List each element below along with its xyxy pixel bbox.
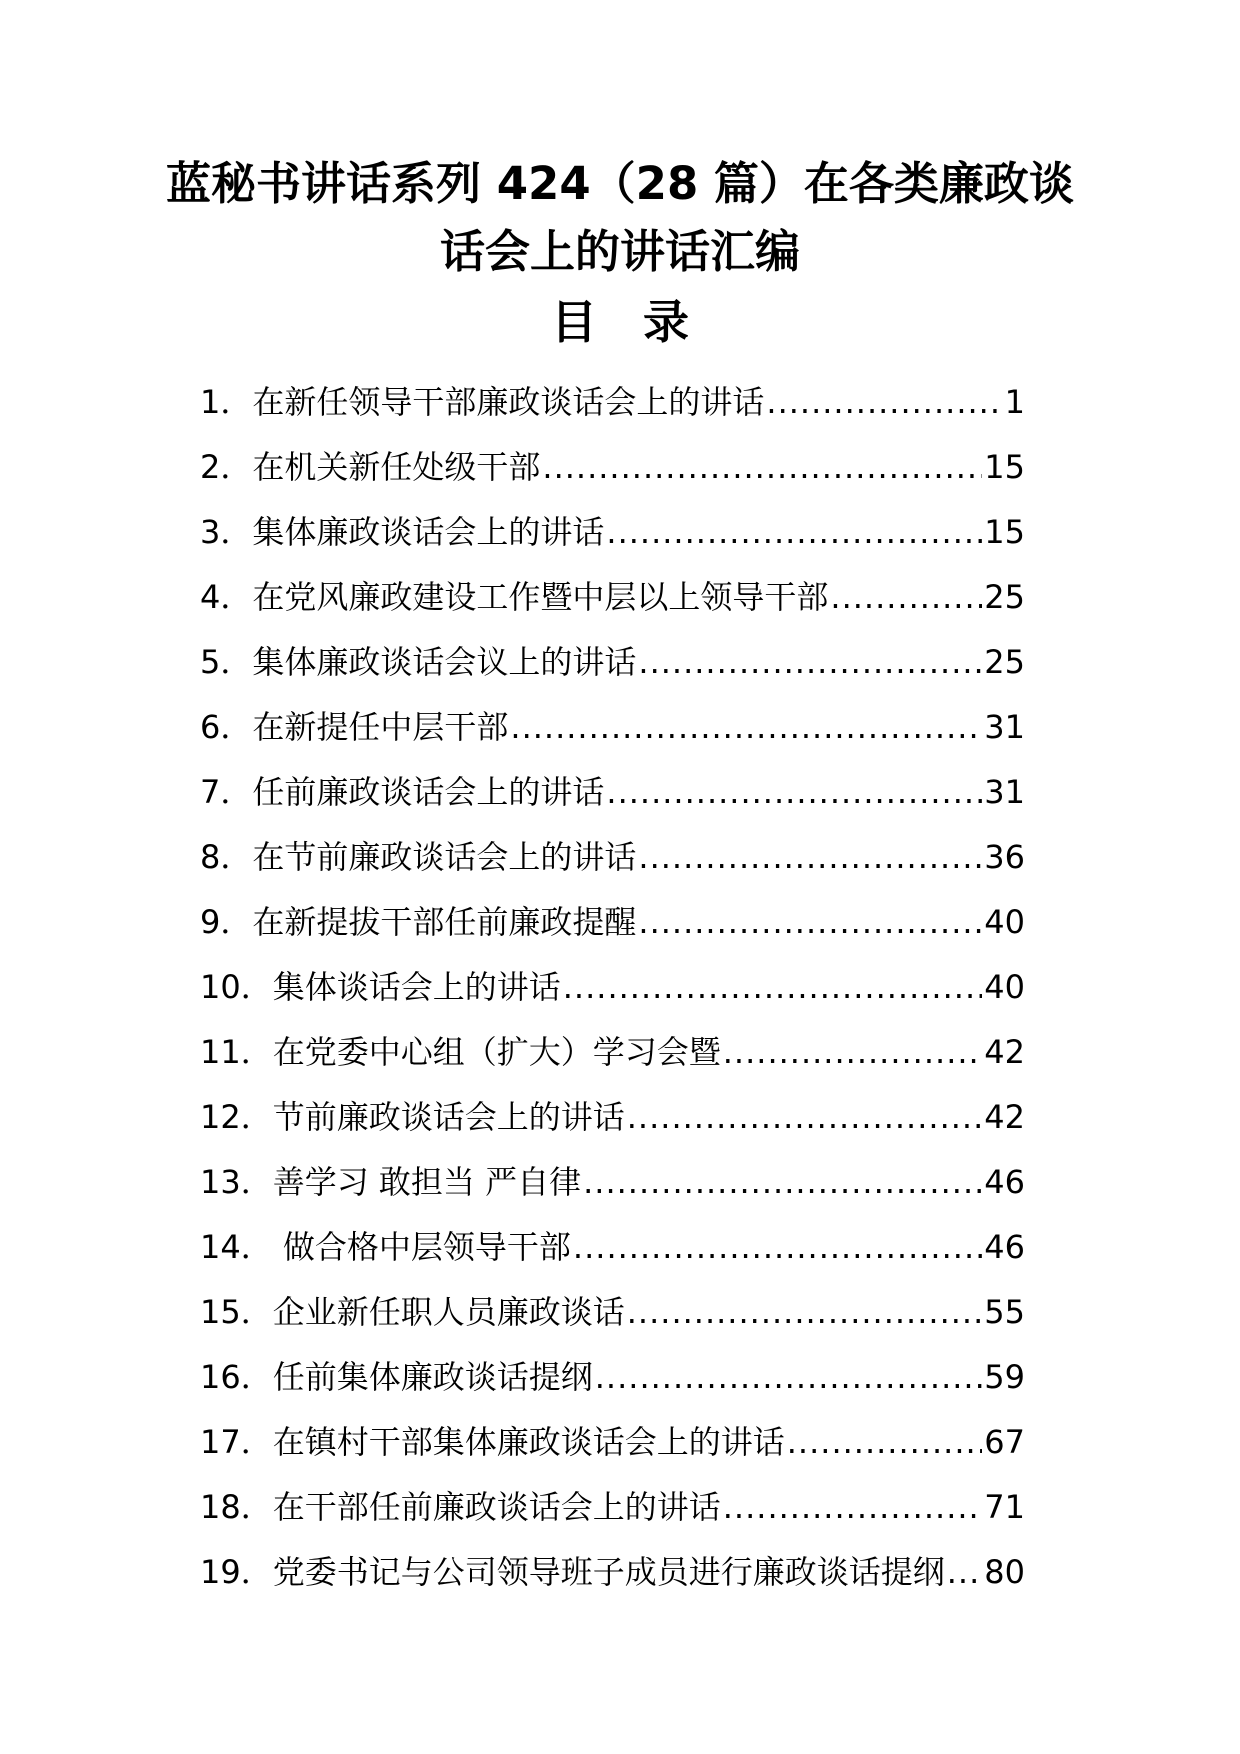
toc-dot-leader <box>627 1280 983 1345</box>
toc-entry[interactable] <box>200 695 1025 760</box>
toc-entry-title: 在干部任前廉政谈话会上的讲话 <box>272 1488 721 1526</box>
document-title-line-2: 话会上的讲话汇编 <box>439 225 800 278</box>
toc-dot-leader <box>595 1345 983 1410</box>
toc-entry-title: 在新提拔干部任前廉政提醒 <box>252 903 637 941</box>
document-title-line-1: 蓝秘书讲话系列 424（28 篇）在各类廉政谈 <box>166 157 1074 210</box>
toc-dot-leader <box>606 500 982 565</box>
toc-dot-leader <box>638 825 982 890</box>
toc-dot-leader <box>573 1215 982 1280</box>
toc-dot-leader <box>638 630 982 695</box>
toc-entry-separator: ． <box>240 1228 273 1266</box>
toc-entry-separator: ． <box>240 1488 273 1526</box>
toc-heading: 目 录 <box>551 295 689 349</box>
toc-entry-separator: ． <box>220 513 253 551</box>
toc-dot-leader <box>563 955 983 1020</box>
toc-dot-leader <box>627 1085 983 1150</box>
toc-entry-page-number: 15 <box>984 513 1025 551</box>
toc-entry-number: 15 <box>200 1293 241 1331</box>
toc-entry-number: 6 <box>200 708 221 746</box>
toc-entry-title: 在党风廉政建设工作暨中层以上领导干部 <box>252 578 829 616</box>
toc-entry[interactable] <box>200 825 1025 890</box>
toc-entry-separator: ． <box>220 578 253 616</box>
toc-dot-leader <box>947 1540 983 1605</box>
toc-entry-number: 2 <box>200 448 221 486</box>
toc-entry-page-number: 15 <box>984 448 1025 486</box>
toc-entry-number: 12 <box>200 1098 241 1136</box>
toc-entry-page-number: 59 <box>984 1358 1025 1396</box>
toc-entry[interactable] <box>200 370 1025 435</box>
toc-dot-leader <box>606 760 982 825</box>
toc-dot-leader <box>542 435 982 500</box>
toc-entry-number: 7 <box>200 773 221 811</box>
toc-entry-number: 14 <box>200 1228 241 1266</box>
toc-entry-page-number: 1 <box>1004 383 1025 421</box>
toc-entry[interactable] <box>200 1410 1025 1475</box>
toc-entry-page-number: 46 <box>984 1228 1025 1266</box>
toc-entry-separator: ． <box>240 1553 273 1591</box>
toc-entry-separator: ． <box>220 383 253 421</box>
toc-dot-leader <box>830 565 982 630</box>
toc-entry-title: 在新提任中层干部 <box>252 708 509 746</box>
document-title <box>150 150 1090 286</box>
toc-entry[interactable] <box>200 760 1025 825</box>
toc-entry-separator: ． <box>240 1423 273 1461</box>
toc-entry[interactable] <box>200 955 1025 1020</box>
toc-entry-number: 8 <box>200 838 221 876</box>
toc-entry-title: 节前廉政谈话会上的讲话 <box>272 1098 625 1136</box>
toc-dot-leader <box>510 695 982 760</box>
toc-entry-separator: ． <box>240 1098 273 1136</box>
toc-entry-page-number: 40 <box>984 903 1025 941</box>
toc-entry-page-number: 80 <box>984 1553 1025 1591</box>
toc-entry-page-number: 46 <box>984 1163 1025 1201</box>
toc-entry[interactable] <box>200 1150 1025 1215</box>
toc-entry[interactable] <box>200 500 1025 565</box>
toc-entry-number: 1 <box>200 383 221 421</box>
toc-entry-title: 企业新任职人员廉政谈话 <box>272 1293 625 1331</box>
toc-entry-number: 10 <box>200 968 241 1006</box>
toc-entry[interactable] <box>200 1280 1025 1345</box>
toc-entry[interactable] <box>200 890 1025 955</box>
toc-entry[interactable] <box>200 1085 1025 1150</box>
toc-entry-number: 18 <box>200 1488 241 1526</box>
toc-entry-separator: ． <box>220 708 253 746</box>
toc-dot-leader <box>766 370 1002 435</box>
toc-entry-title: 党委书记与公司领导班子成员进行廉政谈话提纲 <box>272 1553 945 1591</box>
toc-dot-leader <box>583 1150 982 1215</box>
toc-entry-separator: ． <box>220 838 253 876</box>
toc-entry-number: 13 <box>200 1163 241 1201</box>
toc-entry-separator: ． <box>220 643 253 681</box>
toc-entry-separator: ． <box>220 773 253 811</box>
toc-entry[interactable] <box>200 1540 1025 1605</box>
toc-entry-separator: ． <box>220 903 253 941</box>
toc-entry-page-number: 55 <box>984 1293 1025 1331</box>
toc-entry-title: 在党委中心组（扩大）学习会暨 <box>272 1033 721 1071</box>
toc-entry-number: 16 <box>200 1358 241 1396</box>
toc-entry-title: 在节前廉政谈话会上的讲话 <box>252 838 637 876</box>
toc-entry-number: 11 <box>200 1033 241 1071</box>
toc-entry-title: 在机关新任处级干部 <box>252 448 541 486</box>
toc-dot-leader <box>638 890 982 955</box>
toc-entry[interactable] <box>200 1475 1025 1540</box>
toc-entry-number: 5 <box>200 643 221 681</box>
toc-entry-number: 9 <box>200 903 221 941</box>
toc-entry-number: 4 <box>200 578 221 616</box>
toc-entry[interactable] <box>200 435 1025 500</box>
toc-entry-page-number: 67 <box>984 1423 1025 1461</box>
toc-entry-separator: ． <box>240 1163 273 1201</box>
toc-entry-page-number: 42 <box>984 1033 1025 1071</box>
toc-entry-separator: ． <box>240 1293 273 1331</box>
toc-entry-separator: ． <box>240 968 273 1006</box>
toc-entry-title: 集体廉政谈话会上的讲话 <box>252 513 605 551</box>
toc-entry-title: 在新任领导干部廉政谈话会上的讲话 <box>252 383 765 421</box>
toc-entry-title: 集体谈话会上的讲话 <box>272 968 561 1006</box>
toc-entry-separator: ． <box>220 448 253 486</box>
toc-entry-title: 做合格中层领导干部 <box>272 1228 571 1266</box>
toc-entry-page-number: 31 <box>984 773 1025 811</box>
table-of-contents <box>200 370 1025 1605</box>
toc-entry-page-number: 25 <box>984 643 1025 681</box>
toc-dot-leader <box>787 1410 983 1475</box>
toc-entry-number: 3 <box>200 513 221 551</box>
toc-entry-title: 集体廉政谈话会议上的讲话 <box>252 643 637 681</box>
toc-entry-page-number: 40 <box>984 968 1025 1006</box>
toc-entry-title: 善学习 敢担当 严自律 <box>272 1163 582 1201</box>
toc-entry-number: 17 <box>200 1423 241 1461</box>
toc-entry-page-number: 25 <box>984 578 1025 616</box>
toc-entry[interactable] <box>200 630 1025 695</box>
toc-entry[interactable] <box>200 1215 1025 1280</box>
toc-dot-leader <box>723 1020 983 1085</box>
toc-entry-separator: ． <box>240 1033 273 1071</box>
toc-entry-title: 任前集体廉政谈话提纲 <box>272 1358 593 1396</box>
toc-entry[interactable] <box>200 1345 1025 1410</box>
toc-entry-number: 19 <box>200 1553 241 1591</box>
toc-entry-page-number: 71 <box>984 1488 1025 1526</box>
toc-entry-page-number: 42 <box>984 1098 1025 1136</box>
toc-entry-title: 在镇村干部集体廉政谈话会上的讲话 <box>272 1423 785 1461</box>
toc-dot-leader <box>723 1475 983 1540</box>
toc-entry[interactable] <box>200 1020 1025 1085</box>
toc-entry-page-number: 31 <box>984 708 1025 746</box>
toc-entry-separator: ． <box>240 1358 273 1396</box>
toc-entry[interactable] <box>200 565 1025 630</box>
toc-entry-page-number: 36 <box>984 838 1025 876</box>
toc-entry-title: 任前廉政谈话会上的讲话 <box>252 773 605 811</box>
